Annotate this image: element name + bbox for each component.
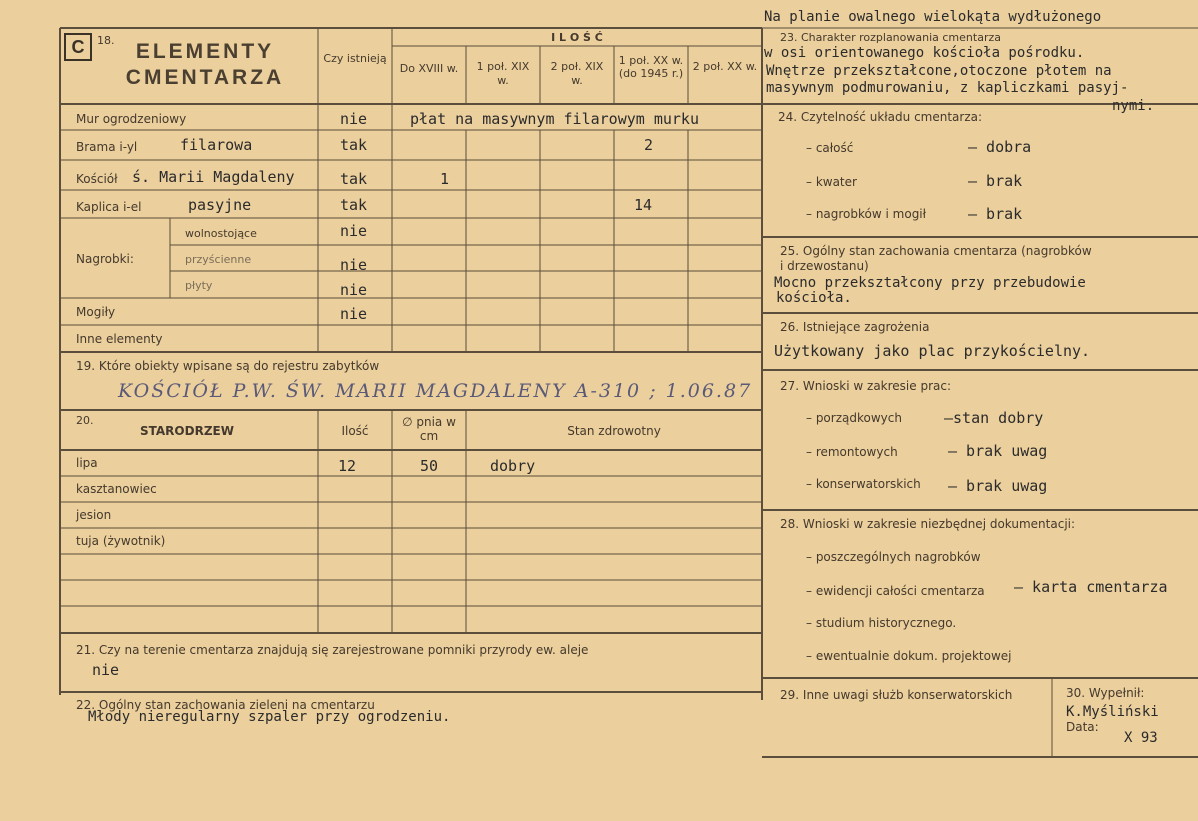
s27-item-label-3: – konserwatorskich (806, 477, 921, 491)
ilosc-header: I L O Ś Ć (551, 31, 603, 44)
section-30-name: K.Myśliński (1066, 704, 1159, 720)
section-23-label: 23. Charakter rozplanowania cmentarza (780, 31, 1001, 44)
row-label-przyscienne: przyścienne (185, 253, 252, 266)
section-20-number: 20. (76, 414, 94, 427)
col-2pol-xix-header: 2 poł. XIX w. (550, 60, 604, 87)
s28-item-value-2: – karta cmentarza (1014, 578, 1168, 596)
s24-item-label-3: – nagrobków i mogił (806, 207, 927, 221)
s24-item-value-2: – brak (968, 172, 1023, 190)
row-mur-note: płat na masywnym filarowym murku (410, 110, 699, 128)
s24-item-value-1: – dobra (968, 138, 1032, 156)
row-label-mogily: Mogiły (76, 305, 116, 319)
col-xviii-header: Do XVIII w. (399, 62, 459, 75)
row-brama-note: filarowa (180, 136, 253, 154)
s27-item-value-1: –stan dobry (944, 409, 1044, 427)
row-kaplica-note: pasyjne (188, 196, 252, 214)
row-label-kosciol: Kościół (76, 172, 118, 186)
tree-row-name-2: kasztanowiec (76, 482, 157, 496)
s28-item-label-4: – ewentualnie dokum. projektowej (806, 649, 1012, 663)
row-label-mur: Mur ogrodzeniowy (76, 112, 187, 126)
col-diam-header: ∅ pnia w cm (402, 415, 456, 443)
row-kosciol-note: ś. Marii Magdaleny (132, 168, 295, 186)
s28-item-label-1: – poszczególnych nagrobków (806, 550, 981, 564)
section-28-label: 28. Wnioski w zakresie niezbędnej dokumentacji: (780, 517, 1076, 531)
section-23-top-line: Na planie owalnego wielokąta wydłużonego (764, 9, 1102, 25)
section-25-line-1: Mocno przekształcony przy przebudowie (774, 275, 1086, 291)
s24-item-label-2: – kwater (806, 175, 857, 189)
row-exists-wolnostojace: nie (340, 222, 368, 240)
col-exists-header: Czy istnieją (323, 52, 387, 65)
section-26-value: Użytkowany jako plac przykościelny. (774, 342, 1091, 360)
col-1pol-xix-header: 1 poł. XIX w. (476, 60, 530, 87)
row-exists-mogily: nie (340, 305, 368, 323)
section-25-label-1: 25. Ogólny stan zachowania cmentarza (nagrobków (780, 244, 1092, 258)
section-25-line-2: kościoła. (776, 290, 852, 306)
s24-item-label-1: – całość (806, 141, 854, 155)
tree-row-name-1: lipa (76, 456, 98, 470)
row-label-kaplica: Kaplica i-el (76, 200, 142, 214)
section-22-label: 22. Ogólny stan zachowania zieleni na cmentarzu (76, 698, 375, 712)
section-25-label-2: i drzewostanu) (780, 259, 869, 273)
section-20-title: STARODRZEW (140, 424, 234, 438)
tree-row-diam-1: 50 (420, 457, 439, 475)
row-exists-przyscienne: nie (340, 256, 368, 274)
section-23-line-3: masywnym podmurowaniu, z kapliczkami pasyj- (766, 80, 1129, 96)
row-exists-kosciol: tak (340, 170, 368, 188)
s27-item-label-2: – remontowych (806, 445, 898, 459)
row-label-plyty: płyty (185, 279, 213, 292)
section-19-value: KOŚCIÓŁ P.W. ŚW. MARII MAGDALENY A-310 ; 1.06.87 (118, 380, 753, 402)
tree-row-name-4: tuja (żywotnik) (76, 534, 166, 548)
s27-item-label-1: – porządkowych (806, 411, 902, 425)
section-30-label: 30. Wypełnił: (1066, 686, 1145, 700)
row-exists-plyty: nie (340, 281, 368, 299)
tree-row-state-1: dobry (490, 457, 536, 475)
s28-item-label-3: – studium historycznego. (806, 616, 957, 630)
section-23-line-2: Wnętrze przekształcone,otoczone płotem na (766, 63, 1112, 79)
s27-item-value-3: – brak uwag (948, 477, 1048, 495)
row-exists-brama: tak (340, 136, 368, 154)
tree-row-qty-1: 12 (338, 457, 357, 475)
row-label-nagrobki: Nagrobki: (76, 252, 134, 266)
section-18-title-2: CMENTARZA (125, 66, 285, 89)
section-30-date: X 93 (1124, 730, 1158, 746)
s24-item-value-3: – brak (968, 205, 1023, 223)
section-23-line-4: nymi. (1112, 98, 1155, 114)
row-exists-kaplica: tak (340, 196, 368, 214)
section-21-label: 21. Czy na terenie cmentarza znajdują się zarejestrowane pomniki przyrody ew. aleje (76, 643, 589, 657)
row-exists-mur: nie (340, 110, 368, 128)
row-label-brama: Brama i-yl (76, 140, 138, 154)
col-state-header: Stan zdrowotny (567, 424, 661, 438)
col-1pol-xx-header: 1 poł. XX w. (do 1945 r.) (618, 54, 684, 80)
section-29-label: 29. Inne uwagi służb konserwatorskich (780, 688, 1013, 702)
col-2pol-xx-header: 2 poł. XX w. (692, 60, 758, 73)
section-30-date-label: Data: (1066, 720, 1099, 734)
row-brama-c4: 2 (644, 136, 654, 154)
row-kosciol-c1: 1 (440, 170, 450, 188)
row-label-wolnostojace: wolnostojące (185, 227, 257, 240)
s28-item-label-2: – ewidencji całości cmentarza (806, 584, 985, 598)
tree-row-name-3: jesion (76, 508, 112, 522)
s27-item-value-2: – brak uwag (948, 442, 1048, 460)
section-21-value: nie (92, 661, 120, 679)
col-qty-header: Ilość (341, 424, 369, 438)
section-19-label: 19. Które obiekty wpisane są do rejestru zabytków (76, 359, 380, 373)
section-18-title-1: ELEMENTY (135, 40, 275, 63)
section-18-number: 18. (97, 34, 115, 47)
row-label-inne: Inne elementy (76, 332, 163, 346)
section-23-line-1: w osi orientowanego kościoła pośrodku. (764, 45, 1085, 61)
section-22-value: Młody nieregularny szpaler przy ogrodzeniu. (88, 709, 451, 725)
row-kaplica-c4: 14 (634, 196, 653, 214)
corner-letter-box: C (64, 33, 92, 61)
section-27-label: 27. Wnioski w zakresie prac: (780, 379, 952, 393)
section-24-label: 24. Czytelność układu cmentarza: (778, 110, 983, 124)
section-26-label: 26. Istniejące zagrożenia (780, 320, 930, 334)
